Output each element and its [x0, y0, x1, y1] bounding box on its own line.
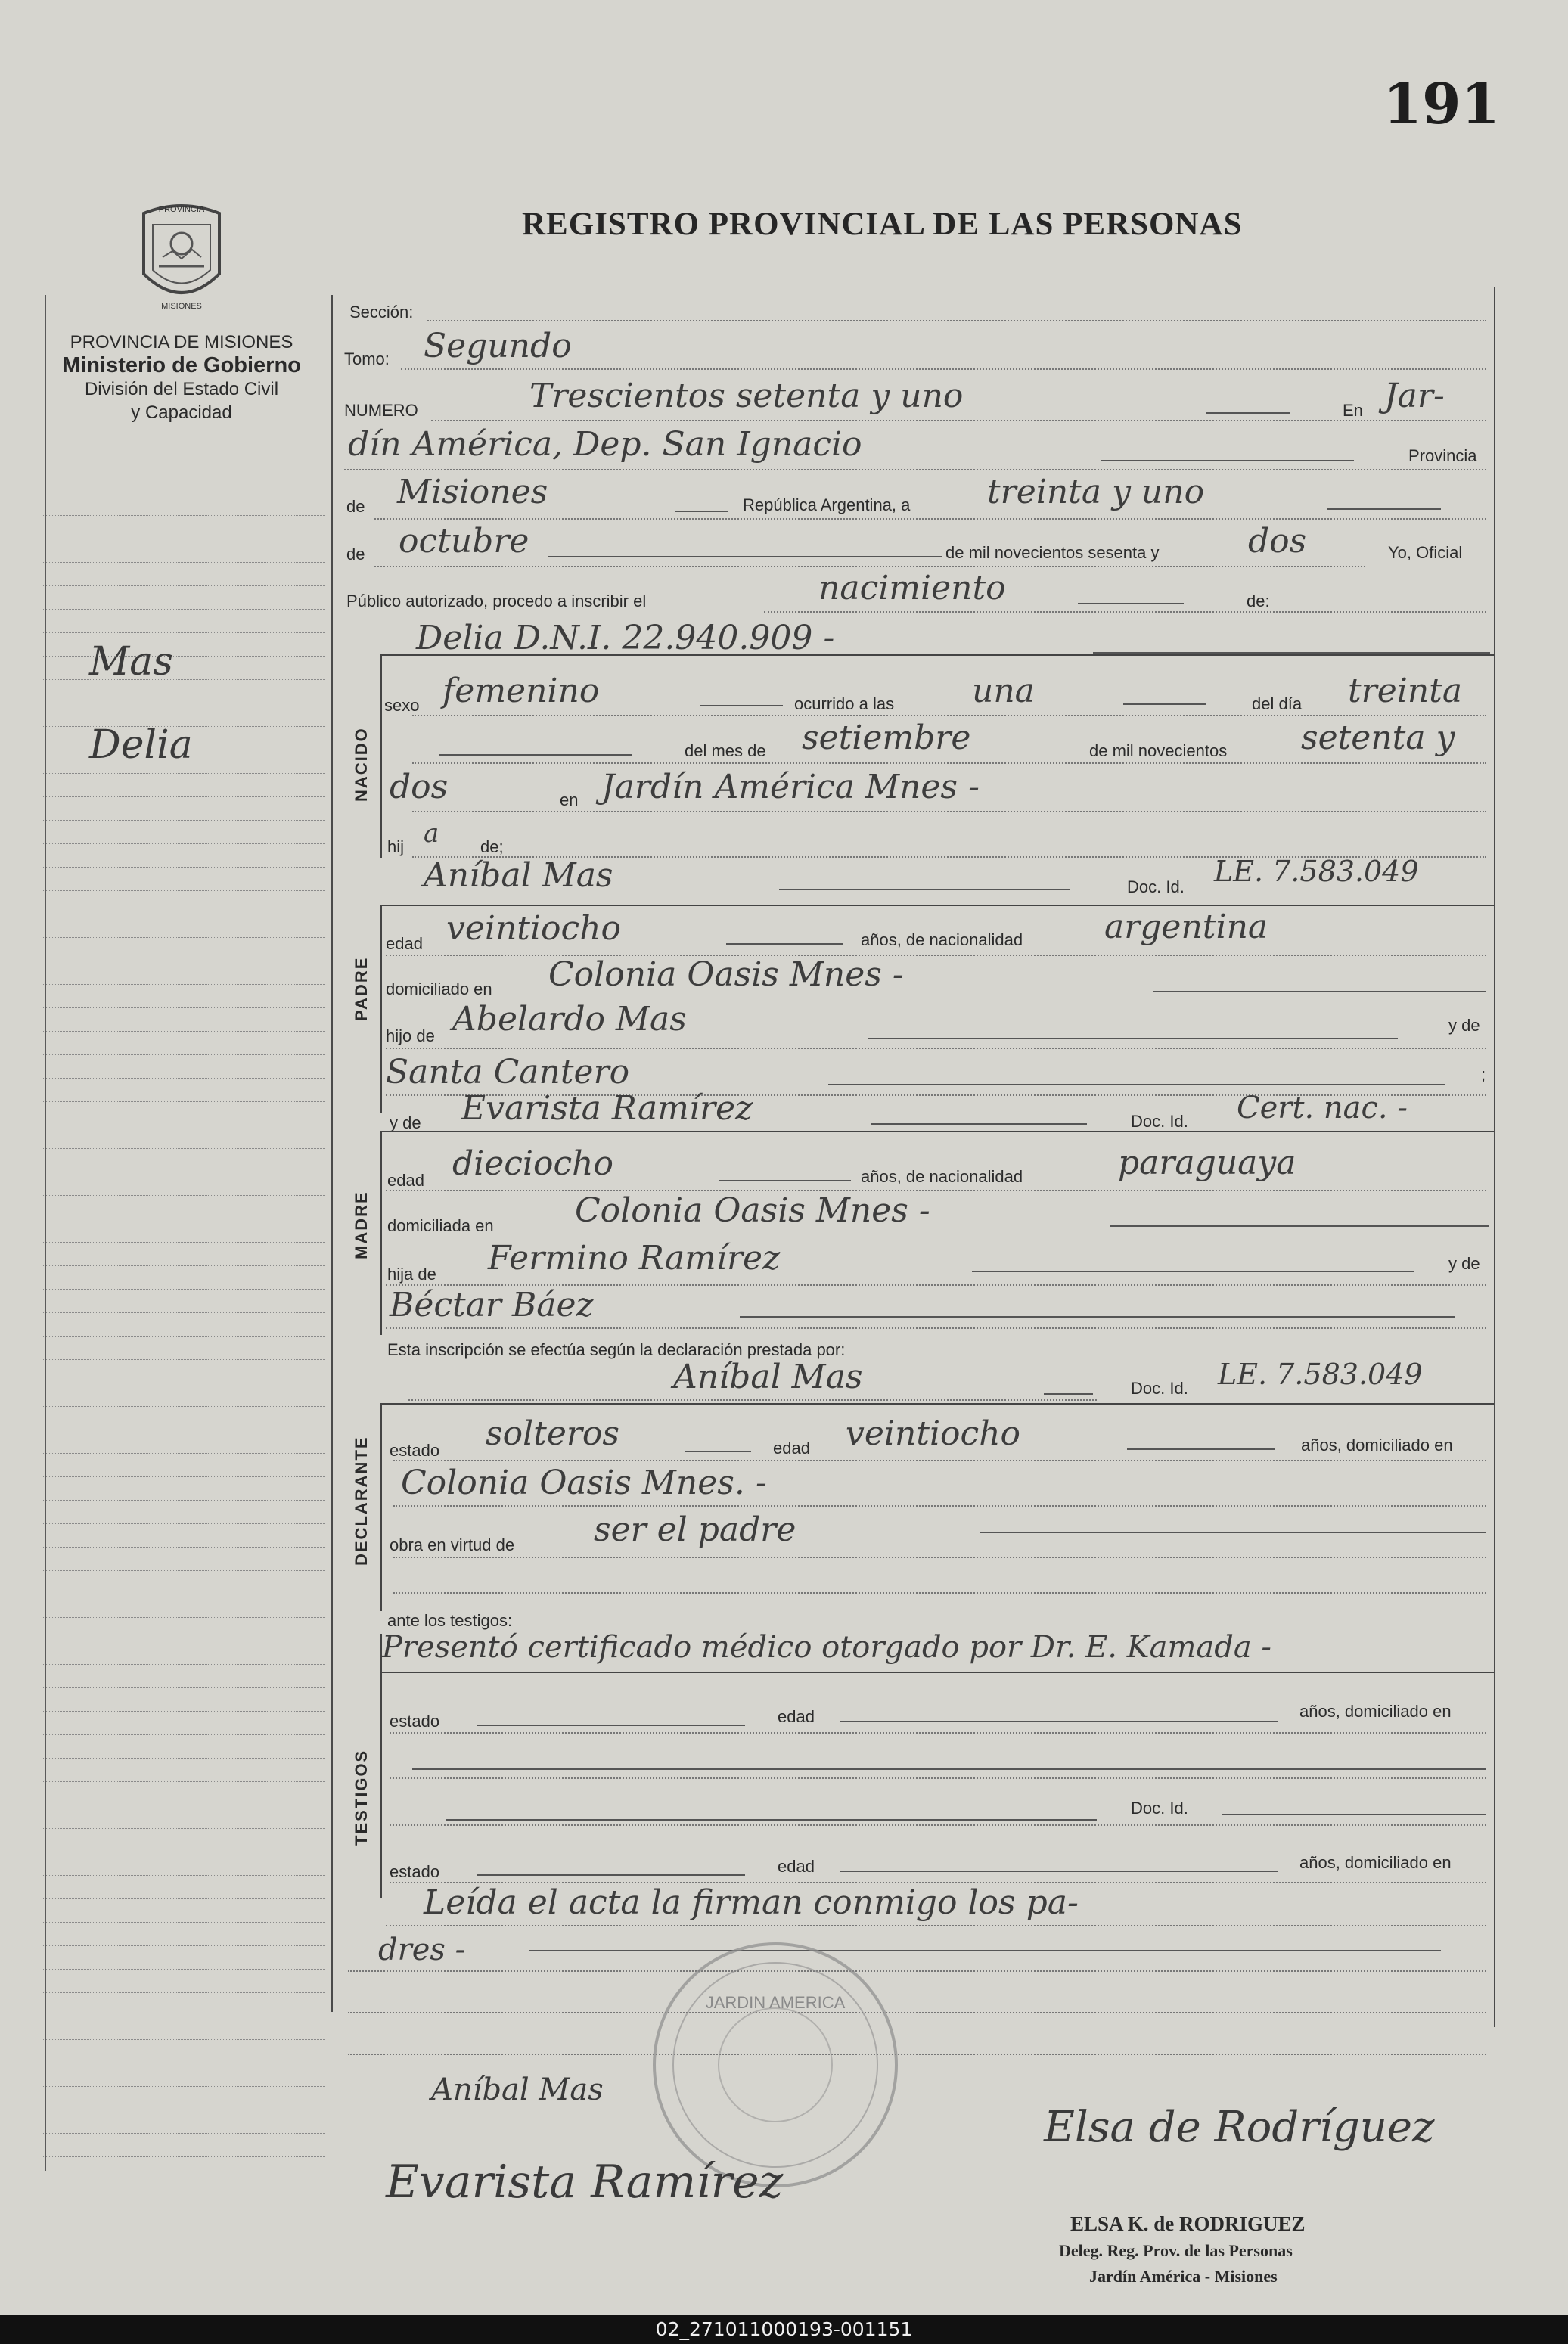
margin-ruled-line	[42, 1453, 325, 1454]
margin-ruled-line	[42, 820, 325, 821]
cierre-linea-2: dres -	[378, 1933, 466, 1967]
mes-dash	[548, 556, 942, 557]
margin-surname: Mas	[89, 639, 173, 685]
section-label-nacido: NACIDO	[352, 727, 371, 802]
testigos-estado-dash	[477, 1725, 745, 1726]
testigos-bar	[380, 1634, 382, 1898]
mes-nacido-value: setiembre	[802, 719, 971, 757]
image-id-footer: 02_271011000193-001151	[0, 2315, 1568, 2344]
padre-domicilio-value: Colonia Oasis Mnes -	[548, 955, 904, 994]
lugar-line	[412, 811, 1486, 812]
margin-ruled-line	[42, 1054, 325, 1055]
margin-ruled-line	[42, 1969, 325, 1970]
padre-bar	[380, 905, 382, 1113]
sexo-value: femenino	[442, 672, 600, 710]
testigos-estado-line	[390, 1732, 1486, 1734]
acto-dash	[1078, 603, 1184, 604]
acto-value: nacimiento	[818, 569, 1006, 607]
numero-value: Trescientos setenta y uno	[529, 377, 964, 415]
margin-ruled-line	[42, 562, 325, 563]
declarante-edad-value: veintiocho	[846, 1414, 1021, 1453]
madre-madre-dash	[740, 1316, 1455, 1318]
testigos2-doc-dash	[1222, 1814, 1486, 1815]
tomo-line	[401, 368, 1486, 370]
margin-ruled-line	[42, 2086, 325, 2087]
padre-doc-label: Doc. Id.	[1127, 877, 1185, 896]
testigos-intro: ante los testigos:	[387, 1611, 513, 1630]
margin-ruled-line	[42, 1500, 325, 1501]
en-nacido-label: en	[560, 790, 579, 809]
nacido-nombre: Delia D.N.I. 22.940.909 -	[416, 619, 835, 657]
stamp-text: JARDIN AMERICA	[705, 1993, 846, 2012]
margin-ruled-line	[42, 515, 325, 516]
cierre-line-1	[386, 1925, 1486, 1926]
declarante-estado-line	[393, 1460, 1486, 1461]
margin-ruled-line	[42, 796, 325, 797]
madre-top-line	[382, 1131, 1494, 1132]
padre-doc-value: LE. 7.583.049	[1214, 855, 1419, 888]
madre-edad-line	[386, 1190, 1486, 1191]
testigos-domicilio-dash	[412, 1768, 1486, 1770]
madre-domicilio-label: domiciliada en	[387, 1216, 494, 1235]
testigos2-nombre-line	[390, 1824, 1486, 1826]
hij-de-label: de;	[480, 837, 504, 856]
cierre-line-4	[348, 2054, 1486, 2055]
de-line	[374, 518, 1486, 520]
sexo-dash	[700, 705, 783, 706]
padre-end-mark: ;	[1481, 1065, 1486, 1084]
margin-ruled-line	[42, 1312, 325, 1313]
margin-ruled-line	[42, 1031, 325, 1032]
anio-nacido-value: setenta y	[1301, 719, 1455, 757]
division-name-line1: División del Estado Civil	[84, 379, 279, 399]
madre-domicilio-value: Colonia Oasis Mnes -	[575, 1191, 930, 1230]
margin-ruled-line	[42, 1336, 325, 1337]
declarante-nombre-dash	[1044, 1393, 1093, 1395]
padre-edad-value: veintiocho	[446, 909, 622, 948]
declarante-domicilio-value: Colonia Oasis Mnes. -	[401, 1464, 767, 1502]
margin-ruled-line	[42, 1523, 325, 1524]
padre-yde-label: y de	[1448, 1016, 1480, 1035]
madre-hija-label: hija de	[387, 1265, 436, 1284]
declarante-intro: Esta inscripción se efectúa según la declaración prestada por:	[387, 1340, 846, 1359]
testigos2-estado-dash	[477, 1874, 745, 1876]
province-name: PROVINCIA DE MISIONES	[70, 332, 293, 352]
en-dash	[1101, 460, 1354, 461]
numero-line	[431, 420, 1486, 421]
provincia-label: Provincia	[1408, 446, 1477, 465]
nacido-bar	[380, 654, 382, 858]
declarante-bar	[380, 1403, 382, 1611]
margin-ruled-line	[42, 1898, 325, 1899]
anio-nacido-value-2: dos	[390, 768, 449, 806]
madre-domicilio-dash	[1110, 1225, 1489, 1227]
margin-ruled-line	[42, 890, 325, 891]
madre-yde-label-2: y de	[1448, 1254, 1480, 1273]
testigos2-nombre-dash	[446, 1819, 1097, 1821]
margin-ruled-line	[42, 1781, 325, 1782]
declarante-domicilio-label: años, domiciliado en	[1301, 1436, 1453, 1455]
ocurrido-label: ocurrido a las	[794, 694, 895, 713]
padre-nombre: Aníbal Mas	[424, 856, 613, 895]
margin-ruled-line	[42, 1406, 325, 1407]
testigos-domicilio-label-2: años, domiciliado en	[1299, 1853, 1452, 1872]
provincial-coat-of-arms-icon	[129, 198, 234, 319]
margin-ruled-line	[42, 867, 325, 868]
padre-hijo-line	[386, 1048, 1486, 1049]
seccion-line	[427, 320, 1486, 321]
ministry-name: Ministerio de Gobierno	[62, 353, 301, 377]
declarante-top-line	[382, 1403, 1494, 1405]
margin-ruled-line	[42, 1242, 325, 1243]
margin-ruled-line	[42, 843, 325, 844]
declarante-estado-label: estado	[390, 1441, 440, 1460]
margin-ruled-line	[42, 1265, 325, 1266]
declarante-doc-label: Doc. Id.	[1131, 1379, 1188, 1398]
margin-ruled-line	[42, 585, 325, 586]
padre-nombre-dash	[779, 889, 1070, 890]
margin-ruled-line	[42, 1617, 325, 1618]
sexo-label: sexo	[384, 696, 420, 715]
testigos-domicilio-line	[390, 1777, 1486, 1779]
margin-ruled-line	[42, 1195, 325, 1196]
margin-ruled-line	[42, 609, 325, 610]
margin-ruled-line	[42, 1875, 325, 1876]
republica-label: República Argentina, a	[743, 495, 911, 514]
oficial-label: Yo, Oficial	[1388, 543, 1463, 562]
en-value-1: Jar-	[1384, 377, 1445, 415]
margin-ruled-line	[42, 1734, 325, 1735]
margin-ruled-line	[42, 1711, 325, 1712]
margin-ruled-line	[42, 1687, 325, 1688]
del-dia-label: del día	[1252, 694, 1303, 713]
day-value: treinta y uno	[987, 473, 1205, 511]
numero-label: NUMERO	[344, 401, 418, 420]
madre-edad-label: edad	[387, 1171, 424, 1190]
padre-nac-value: argentina	[1104, 908, 1268, 946]
testigos-edad-dash	[840, 1721, 1278, 1722]
madre-edad-dash	[719, 1180, 851, 1181]
margin-ruled-line	[42, 2156, 325, 2157]
testigos-edad-label-2: edad	[778, 1857, 815, 1876]
signature-mother: Evarista Ramírez	[386, 2156, 784, 2209]
provincia-dash	[675, 511, 728, 512]
cierre-line-2	[348, 1970, 1486, 1972]
publico-label: Público autorizado, procedo a inscribir el	[346, 591, 647, 610]
division-name-line2: y Capacidad	[131, 402, 232, 423]
section-label-declarante: DECLARANTE	[352, 1436, 371, 1566]
margin-ruled-line	[42, 2039, 325, 2040]
padre-hijo-label: hijo de	[386, 1026, 435, 1045]
margin-ruled-line	[42, 984, 325, 985]
signature-officer: Elsa de Rodríguez	[1044, 2103, 1435, 2152]
page-number: 191	[1383, 72, 1500, 137]
margin-ruled-line	[42, 937, 325, 938]
margin-ruled-line	[42, 1945, 325, 1946]
testigos2-edad-dash	[840, 1871, 1278, 1872]
margin-ruled-line	[42, 1289, 325, 1290]
anio-label: de mil novecientos sesenta y	[945, 543, 1160, 562]
declarante-nombre: Aníbal Mas	[673, 1358, 863, 1396]
margin-ruled-line	[42, 1078, 325, 1079]
officer-role: Deleg. Reg. Prov. de las Personas	[1059, 2241, 1293, 2260]
padre-nac-label: años, de nacionalidad	[861, 930, 1023, 949]
mes-line	[374, 566, 1365, 567]
cierre-linea-1: Leída el acta la firman conmigo los pa-	[424, 1883, 1079, 1922]
madre-padre-dash	[972, 1271, 1414, 1272]
hij-value: a	[424, 818, 439, 849]
madre-edad-value: dieciocho	[452, 1144, 613, 1183]
registry-round-stamp-icon	[647, 1936, 904, 2193]
issuing-office	[38, 331, 325, 424]
margin-ruled-line	[42, 773, 325, 774]
form-frame-left	[331, 295, 333, 2012]
margin-ruled-line	[42, 1007, 325, 1008]
sexo-line	[412, 715, 1486, 716]
madre-nombre: Evarista Ramírez	[461, 1089, 753, 1128]
seccion-label: Sección:	[349, 303, 414, 321]
testigos-nota: Presentó certificado médico otorgado por Dr. E. Kamada -	[382, 1630, 1271, 1665]
padre-edad-dash	[726, 943, 843, 945]
margin-ruled-line	[42, 1664, 325, 1665]
margin-ruled-line	[42, 1828, 325, 1829]
padre-domicilio-label: domiciliado en	[386, 980, 492, 998]
anio-value: dos	[1248, 522, 1307, 560]
de-label: de	[346, 497, 365, 516]
de2-label: de:	[1247, 591, 1270, 610]
de-mes-label: de	[346, 545, 365, 563]
tomo-label: Tomo:	[344, 349, 390, 368]
madre-doc-value: Cert. nac. -	[1237, 1091, 1408, 1125]
declarante-extra-line	[393, 1592, 1486, 1594]
margin-ruled-line	[42, 1148, 325, 1149]
officer-name: ELSA K. de RODRIGUEZ	[1070, 2212, 1306, 2235]
declarante-obra-line	[393, 1557, 1486, 1558]
provincia-value: Misiones	[397, 473, 548, 511]
tomo-value: Segundo	[424, 327, 572, 365]
margin-ruled-line	[42, 679, 325, 680]
margin-ruled-line	[42, 2133, 325, 2134]
madre-nac-value: paraguaya	[1118, 1144, 1296, 1182]
seal-text-top: PROVINCIA	[158, 205, 205, 214]
declarante-domicilio-line	[393, 1505, 1486, 1507]
en-line	[344, 469, 1486, 470]
officer-place: Jardín América - Misiones	[1089, 2267, 1278, 2286]
testigos-doc-label-2: Doc. Id.	[1131, 1799, 1188, 1818]
section-label-padre: PADRE	[352, 956, 371, 1021]
margin-ruled-line	[42, 1547, 325, 1548]
lugar-value: Jardín América Mnes -	[601, 768, 980, 806]
en-value-2: dín América, Dep. San Ignacio	[348, 425, 862, 464]
margin-given-name: Delia	[89, 722, 193, 768]
margin-ruled-line	[42, 656, 325, 657]
padre-top-line	[382, 905, 1494, 906]
padre-padre-dash	[868, 1038, 1398, 1039]
hij-label: hij	[387, 837, 405, 856]
form-frame-right	[1494, 287, 1495, 2027]
mes-value: octubre	[399, 522, 529, 560]
padre-madre-value: Santa Cantero	[386, 1053, 630, 1091]
padre-padre-value: Abelardo Mas	[452, 1000, 687, 1039]
declarante-obra-value: ser el padre	[594, 1510, 796, 1549]
testigos-estado-label-2: estado	[390, 1862, 440, 1881]
declarante-estado-dash	[685, 1451, 751, 1452]
signature-father: Aníbal Mas	[431, 2072, 604, 2107]
section-label-testigos: TESTIGOS	[352, 1749, 371, 1846]
testigos-domicilio-label: años, domiciliado en	[1299, 1702, 1452, 1721]
margin-ruled-line	[42, 1758, 325, 1759]
testigos-edad-label: edad	[778, 1707, 815, 1726]
anio-nacido-label: de mil novecientos	[1089, 741, 1228, 760]
day-dash	[1327, 508, 1441, 510]
declarante-estado-value: solteros	[486, 1414, 619, 1453]
madre-padre-value: Fermino Ramírez	[488, 1239, 781, 1278]
en-label: En	[1343, 401, 1363, 420]
madre-bar	[380, 1131, 382, 1335]
padre-edad-label: edad	[386, 934, 423, 953]
dia-value: treinta	[1348, 672, 1463, 710]
hora-value: una	[972, 672, 1035, 710]
margin-ruled-line	[42, 632, 325, 633]
declarante-nombre-line	[408, 1399, 1097, 1401]
seal-text-bottom: MISIONES	[161, 302, 202, 311]
numero-dash	[1206, 412, 1290, 414]
madre-yde-label: y de	[390, 1113, 421, 1132]
margin-ruled-line	[42, 1359, 325, 1360]
madre-madre-line	[386, 1327, 1486, 1329]
mes-blank-dash	[439, 754, 632, 756]
margin-ruled-line	[42, 1992, 325, 1993]
acto-line	[764, 611, 1486, 613]
madre-doc-label: Doc. Id.	[1131, 1112, 1188, 1131]
padre-domicilio-dash	[1153, 991, 1486, 992]
margin-frame-line	[45, 295, 46, 2171]
section-label-madre: MADRE	[352, 1191, 371, 1259]
mes-nacido-line	[412, 762, 1486, 764]
declarante-obra-label: obra en virtud de	[390, 1535, 515, 1554]
declarante-edad-label: edad	[773, 1439, 810, 1458]
margin-ruled-line	[42, 1476, 325, 1477]
cierre-line-3	[348, 2012, 1486, 2013]
padre-madre-dash	[828, 1084, 1445, 1085]
madre-nombre-dash	[871, 1123, 1087, 1125]
mes-nacido-label: del mes de	[685, 741, 766, 760]
page-title: REGISTRO PROVINCIAL DE LAS PERSONAS	[522, 206, 1243, 242]
margin-ruled-line	[42, 1101, 325, 1102]
margin-ruled-line	[42, 1570, 325, 1571]
madre-nac-label: años, de nacionalidad	[861, 1167, 1023, 1186]
hora-dash	[1123, 703, 1206, 705]
testigos-top-line	[382, 1672, 1494, 1673]
declarante-obra-dash	[980, 1532, 1486, 1533]
declarante-doc-value: LE. 7.583.049	[1218, 1358, 1423, 1391]
declarante-edad-dash	[1127, 1448, 1275, 1450]
margin-ruled-line	[42, 1922, 325, 1923]
testigos-estado-label: estado	[390, 1712, 440, 1731]
madre-madre-value: Béctar Báez	[390, 1286, 594, 1324]
nacido-nombre-dash	[1093, 652, 1490, 654]
